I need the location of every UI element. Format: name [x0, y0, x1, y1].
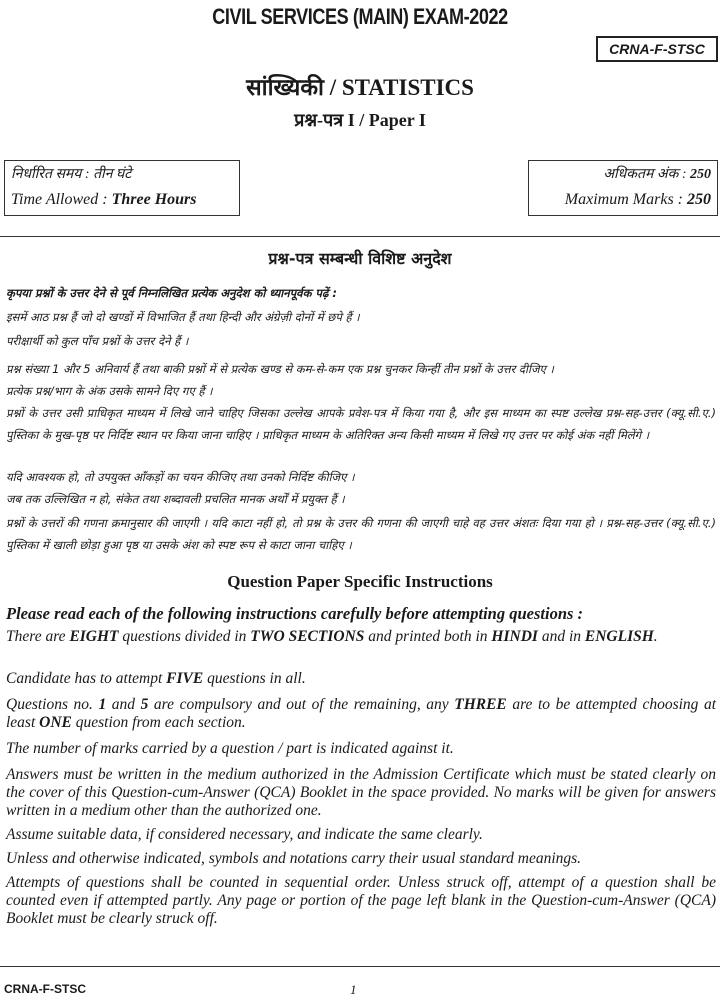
subject-title: सांख्यिकी / STATISTICS: [246, 75, 474, 100]
footer-paper-code: CRNA-F-STSC: [4, 982, 86, 996]
english-instruction-8: Attempts of questions shall be counted in sequential order. Unless struck off, attempt of a question shall be counted even if attempted partly. Any page or portion of the page left blank in the Question-cum-Answer (QCA) Booklet must be clearly struck off.: [6, 874, 716, 927]
instruction-1-english: ENGLISH: [584, 628, 654, 645]
english-instruction-4: The number of marks carried by a question / part is indicated against it.: [6, 740, 454, 757]
hindi-instruction-8: प्रश्नों के उत्तरों की गणना क्रमानुसार की जाएगी । यदि काटा नहीं हो, तो प्रश्न के उत्तर की गणना की जाएगी चाहे वह उत्तर अंशतः दिया गया हो । प्रश्न-सह-उत्तर (क्यू.सी.ए.) पुस्तिका में खाली छोड़ा हुआ पृष्ठ या उसके अंश को स्पष्ट रूप से काटा जाना चाहिए ।: [6, 516, 716, 552]
divider-top: [0, 236, 720, 237]
instruction-3-text-c: are compulsory and out of the remaining, any: [148, 696, 455, 713]
maximum-marks-hindi-label: अधिकतम अंक :: [603, 167, 690, 182]
instruction-3-text-b: and: [106, 696, 141, 713]
english-instruction-3: [6, 696, 716, 732]
english-instruction-6: Assume suitable data, if considered necessary, and indicate the same clearly.: [6, 826, 483, 843]
instruction-2-text-b: questions in all.: [203, 670, 306, 687]
english-instructions-heading: Question Paper Specific Instructions: [227, 572, 493, 591]
instruction-3-one: 1: [98, 696, 107, 713]
maximum-marks-label: Maximum Marks :: [564, 191, 687, 208]
time-allowed-value: Three Hours: [111, 191, 197, 208]
hindi-instruction-3: प्रश्न संख्या 1 और 5 अनिवार्य हैं तथा बाकी प्रश्नों में से प्रत्येक खण्ड से कम-से-कम एक प्रश्न चुनकर किन्हीं तीन प्रश्नों के उत्तर दीजिए ।: [6, 362, 554, 376]
instruction-1-two-sections: TWO SECTIONS: [250, 628, 365, 645]
instruction-2-text-a: Candidate has to attempt: [6, 670, 167, 687]
instruction-1-text-b: questions divided in: [118, 628, 251, 645]
english-instruction-2: [6, 670, 716, 688]
instruction-1-text-a: There are: [6, 628, 70, 645]
instruction-1-text-e: .: [653, 628, 658, 645]
divider-bottom: [0, 966, 720, 967]
exam-title: CIVIL SERVICES (MAIN) EXAM-2022: [212, 4, 508, 29]
hindi-instruction-6: यदि आवश्यक हो, तो उपयुक्त आँकड़ों का चयन कीजिए तथा उनको निर्दिष्ट कीजिए ।: [6, 470, 355, 484]
instruction-3-one-word: ONE: [39, 714, 72, 731]
instruction-1-hindi: HINDI: [491, 628, 538, 645]
page-number: 1: [350, 982, 357, 997]
time-allowed-english: [11, 191, 233, 209]
instruction-3-text-e: question from each section.: [71, 714, 246, 731]
time-allowed-label: Time Allowed :: [11, 191, 112, 208]
english-instruction-5: Answers must be written in the medium authorized in the Admission Certificate which must be stated clearly on the cover of this Question-cum-Answer (QCA) Booklet in the space provided. No marks will be given for answers written in a medium other than the authorized one.: [6, 766, 716, 819]
paper-code-box: CRNA-F-STSC: [596, 36, 718, 62]
maximum-marks-hindi: [535, 164, 711, 183]
hindi-instruction-1: इसमें आठ प्रश्न हैं जो दो खण्डों में विभाजित हैं तथा हिन्दी और अंग्रेज़ी दोनों में छपे हैं ।: [6, 310, 360, 324]
maximum-marks-value: 250: [687, 191, 711, 208]
instruction-3-three: THREE: [454, 696, 507, 713]
instruction-1-text-d: and in: [537, 628, 585, 645]
maximum-marks-english: [535, 191, 711, 209]
english-instructions-lead: Please read each of the following instructions carefully before attempting questions :: [6, 604, 584, 623]
english-instruction-1: [6, 628, 716, 646]
instruction-3-text-d: are to be attempted choosing at least: [6, 696, 717, 731]
instruction-1-eight: EIGHT: [69, 628, 119, 645]
instruction-3-text-a: Questions no.: [6, 696, 99, 713]
time-allowed-hindi: निर्धारित समय : तीन घंटे: [11, 167, 132, 182]
english-instruction-7: Unless and otherwise indicated, symbols and notations carry their usual standard meanings.: [6, 850, 582, 867]
hindi-instruction-7: जब तक उल्लिखित न हो, संकेत तथा शब्दावली प्रचलित मानक अर्थों में प्रयुक्त हैं ।: [6, 492, 345, 506]
hindi-instruction-2: परीक्षार्थी को कुल पाँच प्रश्नों के उत्तर देने हैं ।: [6, 334, 189, 348]
hindi-instruction-5: प्रश्नों के उत्तर उसी प्राधिकृत माध्यम में लिखे जाने चाहिए जिसका उल्लेख आपके प्रवेश-पत्र में किया गया है, और इस माध्यम का स्पष्ट उल्लेख प्रश्न-सह-उत्तर (क्यू.सी.ए.) पुस्तिका के मुख-पृष्ठ पर निर्दिष्ट स्थान पर किया जाना चाहिए । प्राधिकृत माध्यम के अतिरिक्त अन्य किसी माध्यम में लिखे गए उत्तर पर कोई अंक नहीं मिलेंगे ।: [6, 406, 717, 442]
instruction-2-five: FIVE: [166, 670, 204, 687]
instruction-3-five: 5: [140, 696, 149, 713]
time-allowed-box: [4, 160, 240, 216]
maximum-marks-hindi-value: 250: [690, 167, 711, 182]
paper-number: प्रश्न-पत्र I / Paper I: [294, 110, 426, 130]
hindi-instruction-4: प्रत्येक प्रश्न/भाग के अंक उसके सामने दिए गए हैं ।: [6, 384, 213, 398]
hindi-instructions-heading: प्रश्न-पत्र सम्बन्धी विशिष्ट अनुदेश: [268, 249, 452, 268]
hindi-instructions-lead: कृपया प्रश्नों के उत्तर देने से पूर्व निम्नलिखित प्रत्येक अनुदेश को ध्यानपूर्वक पढ़ें :: [6, 286, 338, 300]
maximum-marks-box: [528, 160, 718, 216]
instruction-1-text-c: and printed both in: [364, 628, 492, 645]
